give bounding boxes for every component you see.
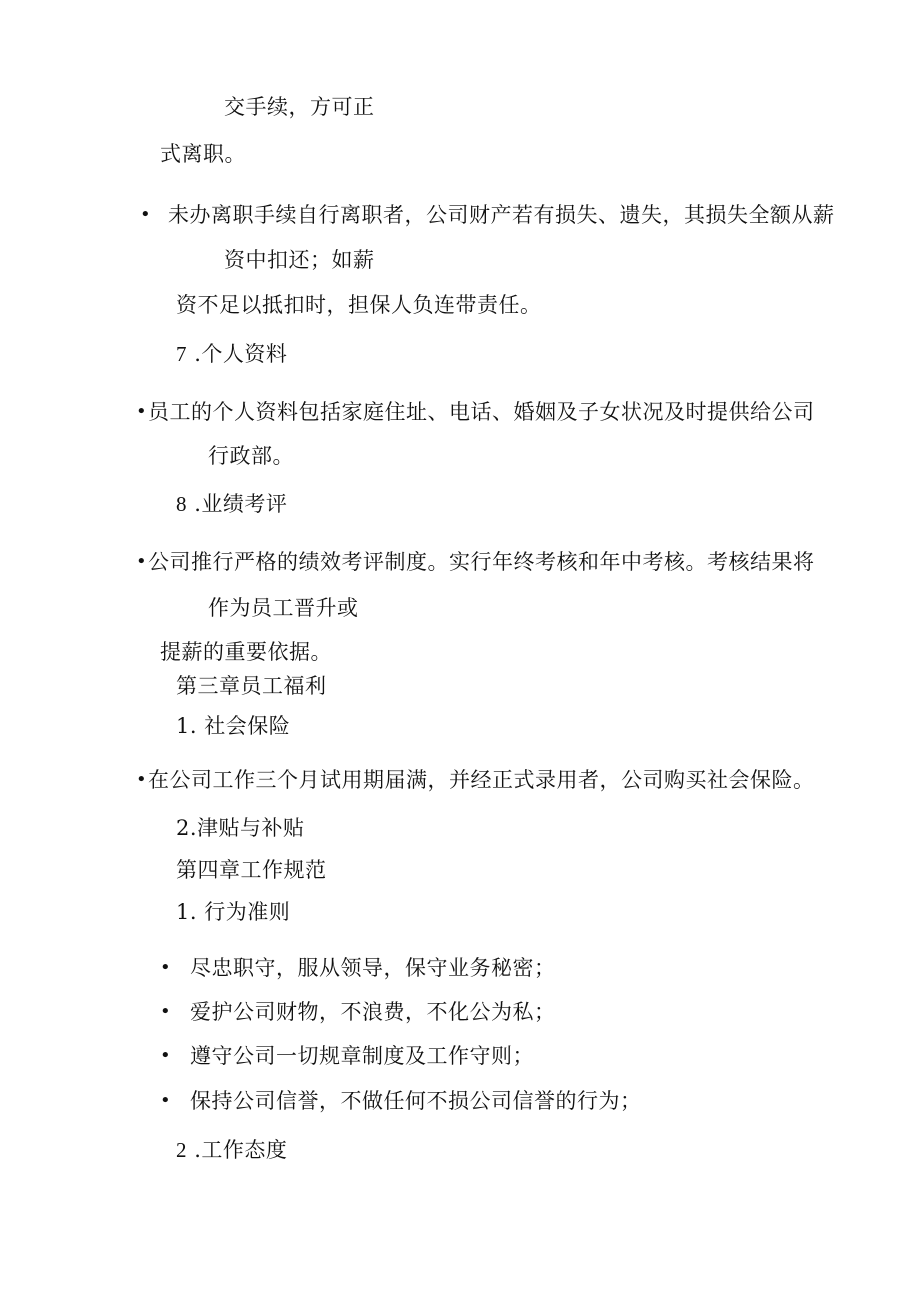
bullet-icon: • bbox=[140, 204, 151, 225]
section-heading: 1. 社会保险 bbox=[176, 714, 291, 738]
section-number: 8 bbox=[176, 492, 187, 516]
list-item: 保持公司信誉，不做任何不损公司信誉的行为； bbox=[190, 1089, 642, 1113]
text-line: 交手续，方可正 bbox=[224, 95, 375, 119]
section-number: 2 bbox=[176, 1138, 187, 1162]
list-item: 尽忠职守，服从领导，保守业务秘密； bbox=[190, 956, 556, 980]
text-line: 资中扣还；如薪 bbox=[224, 248, 375, 272]
bullet-icon: • bbox=[136, 769, 147, 790]
text-line: 式离职。 bbox=[160, 142, 246, 166]
section-title: .工作态度 bbox=[194, 1138, 288, 1162]
text-line: 提薪的重要依据。 bbox=[160, 640, 332, 664]
text-line: 行政部。 bbox=[208, 444, 294, 468]
text-line: 未办离职手续自行离职者，公司财产若有损失、遗失，其损失全额从薪 bbox=[168, 203, 835, 227]
section-title: .业绩考评 bbox=[194, 492, 288, 516]
section-title: .个人资料 bbox=[194, 342, 288, 366]
section-heading bbox=[176, 340, 287, 368]
text-line: 在公司工作三个月试用期届满，并经正式录用者，公司购买社会保险。 bbox=[148, 768, 815, 792]
bullet-icon: • bbox=[136, 551, 147, 572]
section-heading: 1. 行为准则 bbox=[176, 900, 291, 924]
bullet-icon: • bbox=[160, 1045, 171, 1066]
bullet-icon: • bbox=[136, 401, 147, 422]
section-heading bbox=[176, 490, 287, 518]
bullet-icon: • bbox=[160, 1001, 171, 1022]
text-line: 资不足以抵扣时，担保人负连带责任。 bbox=[176, 293, 542, 317]
chapter-heading: 第三章员工福利 bbox=[176, 674, 327, 698]
bullet-icon: • bbox=[160, 957, 171, 978]
list-item: 爱护公司财物，不浪费，不化公为私； bbox=[190, 1000, 556, 1024]
section-heading bbox=[176, 1136, 287, 1164]
text-line: 作为员工晋升或 bbox=[208, 596, 359, 620]
section-number: 7 bbox=[176, 342, 187, 366]
chapter-heading: 第四章工作规范 bbox=[176, 858, 327, 882]
section-heading: 2.津贴与补贴 bbox=[176, 816, 305, 840]
list-item: 遵守公司一切规章制度及工作守则； bbox=[190, 1044, 534, 1068]
bullet-icon: • bbox=[160, 1090, 171, 1111]
text-line: 公司推行严格的绩效考评制度。实行年终考核和年中考核。考核结果将 bbox=[148, 550, 815, 574]
text-line: 员工的个人资料包括家庭住址、电话、婚姻及子女状况及时提供给公司 bbox=[148, 400, 815, 424]
